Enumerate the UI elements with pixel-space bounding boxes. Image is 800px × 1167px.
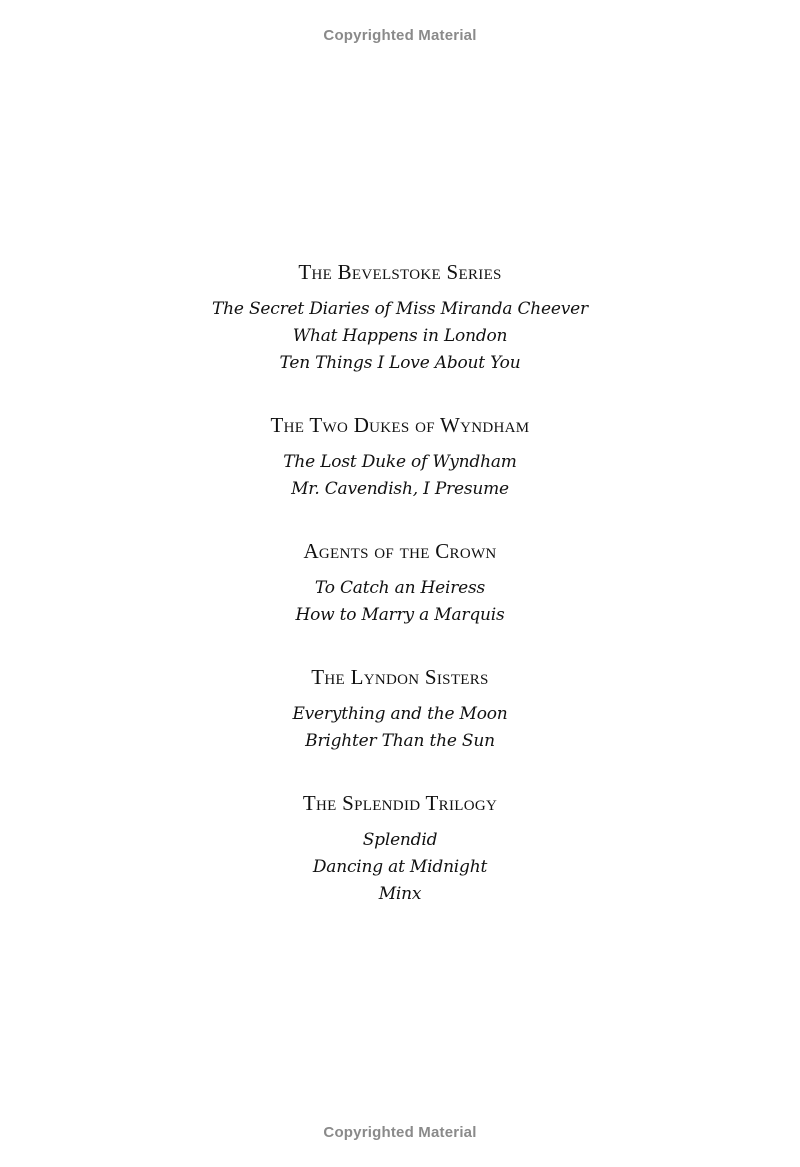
book-title: The Lost Duke of Wyndham: [283, 452, 517, 472]
series-lyndon-sisters: [0, 663, 800, 755]
book-title: Dancing at Midnight: [312, 857, 488, 877]
book-list: [0, 827, 800, 908]
series-title: The Bevelstoke Series: [298, 260, 502, 284]
book-title: Brighter Than the Sun: [305, 731, 495, 751]
book-list: [0, 701, 800, 755]
series-two-dukes: [0, 411, 800, 503]
book-list: [0, 575, 800, 629]
copyright-watermark-bottom: Copyrighted Material: [323, 1124, 477, 1141]
book-title: To Catch an Heiress: [314, 578, 486, 598]
book-title: Ten Things I Love About You: [279, 353, 521, 373]
series-title: The Splendid Trilogy: [302, 791, 498, 815]
book-title: What Happens in London: [292, 326, 508, 346]
book-title: The Secret Diaries of Miss Miranda Cheever: [212, 299, 588, 319]
series-title: Agents of the Crown: [303, 539, 497, 563]
book-list: [0, 296, 800, 377]
book-list: [0, 449, 800, 503]
series-agents-of-the-crown: [0, 537, 800, 629]
series-splendid-trilogy: [0, 789, 800, 908]
series-title: The Lyndon Sisters: [311, 665, 489, 689]
book-title: How to Marry a Marquis: [295, 605, 505, 625]
series-list: [0, 258, 800, 908]
book-title: Everything and the Moon: [292, 704, 508, 724]
series-title: The Two Dukes of Wyndham: [270, 413, 530, 437]
copyright-watermark-top: Copyrighted Material: [323, 27, 477, 44]
book-title: Mr. Cavendish, I Presume: [291, 479, 509, 499]
book-title: Splendid: [362, 830, 438, 850]
series-bevelstoke: [0, 258, 800, 377]
book-title: Minx: [378, 884, 422, 904]
